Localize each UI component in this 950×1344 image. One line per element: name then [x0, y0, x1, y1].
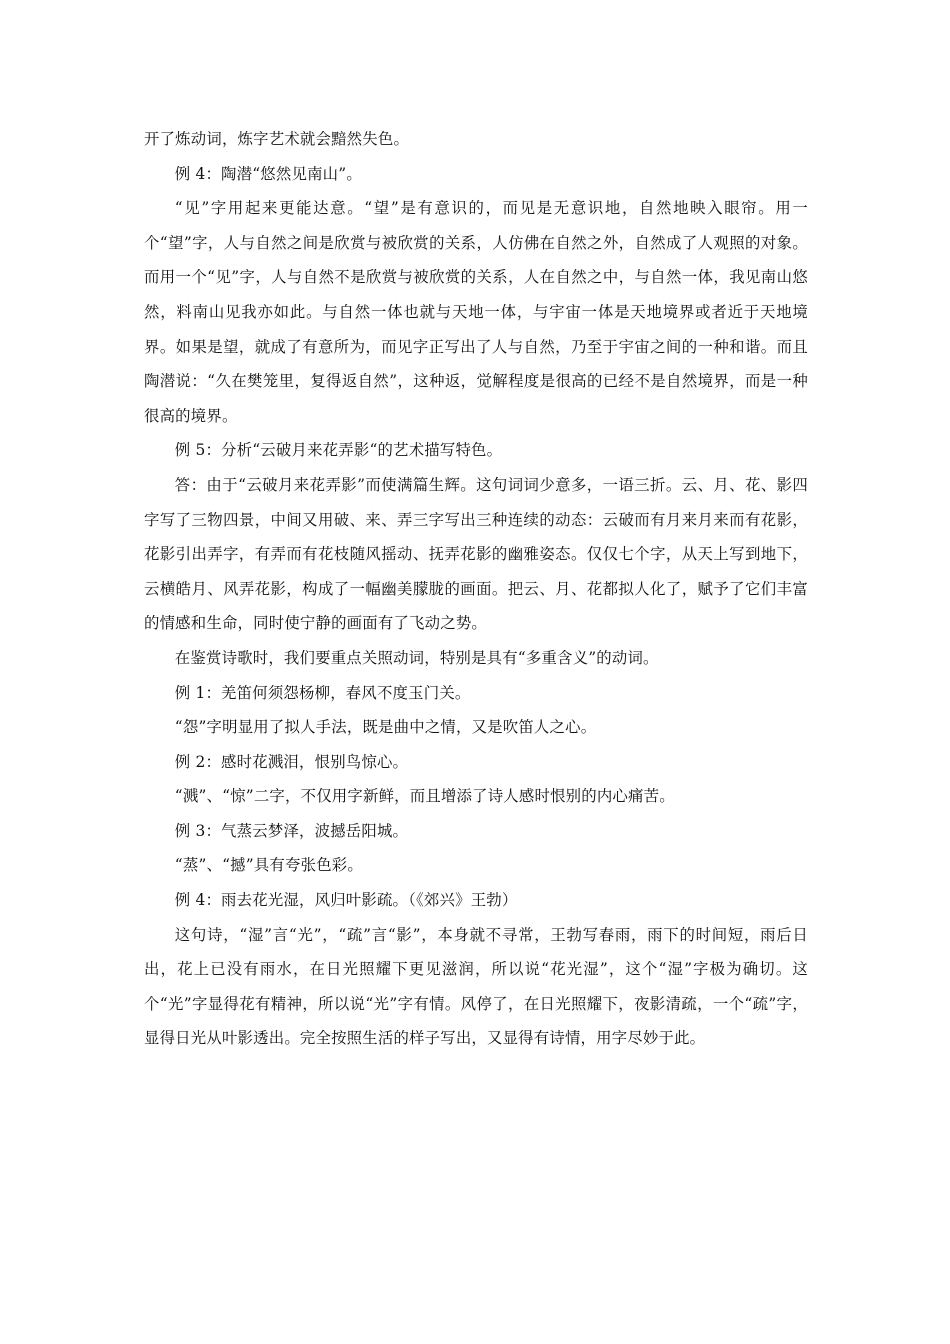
paragraph: “溅”、“惊”二字，不仅用字新鲜，而且增添了诗人感时恨别的内心痛苦。	[174, 787, 675, 806]
paragraph: 这句诗，“湿”言“光”，“疏”言“影”，本身就不寻常，王勃写春雨，雨下的时间短，雨后日出，花上已没有雨水，在日光照耀下更见滋润，所以说“花光湿”，这个“湿”字极为确切。这个“光”字显得花有精神，所以说“光”字有情。风停了，在日光照耀下，夜影清疏，一个“疏”字，显得日光从叶影透出。完全按照生活的样子写出，又显得有诗情，用字尽妙于此。	[144, 925, 808, 1048]
example-heading: 例 3：气蒸云梦泽，波撼岳阳城。	[174, 821, 409, 840]
paragraph: “见”字用起来更能达意。“望”是有意识的，而见是无意识地，自然地映入眼帘。用一个“望”字，人与自然之间是欣赏与被欣赏的关系，人仿佛在自然之外，自然成了人观照的对象。而用一个“见”字，人与自然不是欣赏与被欣赏的关系，人在自然之中，与自然一体，我见南山悠然，料南山见我亦如此。与自然一体也就与天地一体，与宇宙一体是天地境界或者近于天地境界。如果是望，就成了有意所为，而见字正写出了人与自然，乃至于宇宙之间的一种和谐。而且陶潜说：“久在樊笼里，复得返自然”，这种返，觉解程度是很高的已经不是自然境界，而是一种很高的境界。	[144, 199, 808, 425]
example-heading: 例 1：羌笛何须怨杨柳，春风不度玉门关。	[174, 683, 471, 702]
paragraph: “怨”字明显用了拟人手法，既是曲中之情，又是吹笛人之心。	[174, 718, 597, 737]
paragraph-continuation: 开了炼动词，炼字艺术就会黯然失色。	[144, 130, 410, 148]
paragraph: 在鉴赏诗歌时，我们要重点关照动词，特别是具有“多重含义”的动词。	[174, 648, 659, 667]
example-heading: 例 2：感时花溅泪，恨别鸟惊心。	[174, 752, 409, 771]
document-page	[144, 122, 808, 1056]
example-heading: 例 4：雨去花光湿，风归叶影疏。（《郊兴》王勃）	[174, 891, 518, 910]
paragraph: “蒸”、“撼”具有夸张色彩。	[174, 856, 363, 875]
paragraph: 答：由于“云破月来花弄影”而使满篇生辉。这句词词少意多，一语三折。云、月、花、影四字写了三物四景，中间又用破、来、弄三字写出三种连续的动态：云破而有月来月来而有花影，花影引出弄字，有弄而有花枝随风摇动、抚弄花影的幽雅姿态。仅仅七个字，从天上写到地下，云横皓月、风弄花影，构成了一幅幽美朦胧的画面。把云、月、花都拟人化了，赋予了它们丰富的情感和生命，同时使宁静的画面有了飞动之势。	[144, 475, 808, 633]
example-heading: 例 4：陶潜“悠然见南山”。	[174, 164, 362, 183]
example-heading: 例 5：分析“云破月来花弄影“的艺术描写特色。	[174, 441, 503, 460]
